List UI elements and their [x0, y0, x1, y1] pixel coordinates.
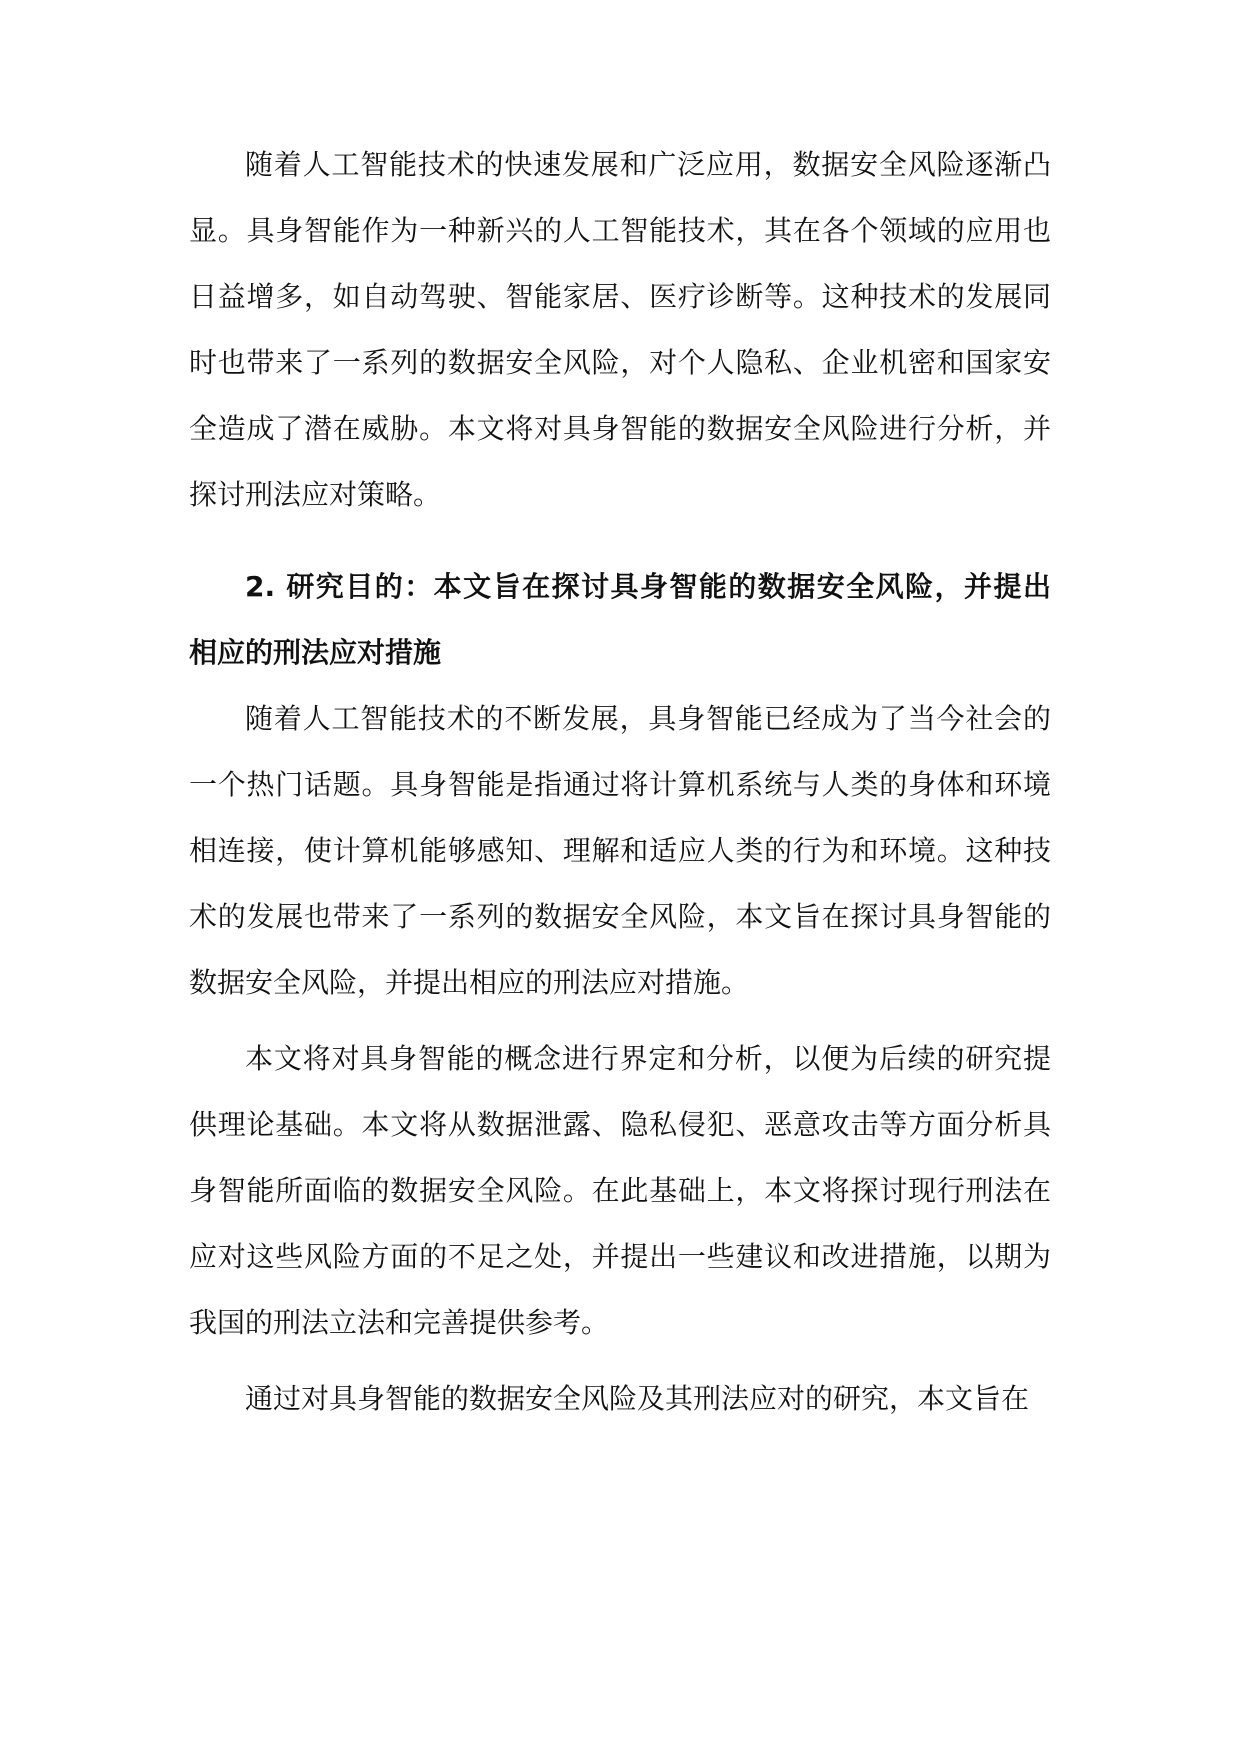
paragraph-3-line-1: 本文将对具身智能的概念进行界定和分析，以便为后续的研究提: [245, 1042, 1051, 1075]
paragraph-1-line-5: 全造成了潜在威胁。本文将对具身智能的数据安全风险进行分析，并: [189, 412, 1051, 445]
section-heading-line-2: 相应的刑法应对措施: [189, 636, 442, 669]
paragraph-3-line-2: 供理论基础。本文将从数据泄露、隐私侵犯、恶意攻击等方面分析具: [189, 1108, 1051, 1141]
paragraph-1-line-6: 探讨刑法应对策略。: [189, 478, 442, 511]
paragraph-3-line-4: 应对这些风险方面的不足之处，并提出一些建议和改进措施，以期为: [189, 1240, 1051, 1273]
paragraph-1-line-1: 随着人工智能技术的快速发展和广泛应用，数据安全风险逐渐凸: [245, 148, 1051, 181]
paragraph-2-line-5: 数据安全风险，并提出相应的刑法应对措施。: [189, 966, 750, 999]
paragraph-1-line-2: 显。具身智能作为一种新兴的人工智能技术，其在各个领域的应用也: [189, 214, 1051, 247]
paragraph-1-line-4: 时也带来了一系列的数据安全风险，对个人隐私、企业机密和国家安: [189, 346, 1051, 379]
paragraph-2-line-2: 一个热门话题。具身智能是指通过将计算机系统与人类的身体和环境: [189, 768, 1051, 801]
paragraph-4-line-1: 通过对具身智能的数据安全风险及其刑法应对的研究，本文旨在: [245, 1382, 1030, 1415]
paragraph-2-line-4: 术的发展也带来了一系列的数据安全风险，本文旨在探讨具身智能的: [189, 900, 1051, 933]
paragraph-2-line-1: 随着人工智能技术的不断发展，具身智能已经成为了当今社会的: [245, 702, 1051, 735]
paragraph-1-line-3: 日益增多，如自动驾驶、智能家居、医疗诊断等。这种技术的发展同: [189, 280, 1051, 313]
paragraph-3-line-5: 我国的刑法立法和完善提供参考。: [189, 1306, 610, 1339]
paragraph-2-line-3: 相连接，使计算机能够感知、理解和适应人类的行为和环境。这种技: [189, 834, 1051, 867]
paragraph-3-line-3: 身智能所面临的数据安全风险。在此基础上，本文将探讨现行刑法在: [189, 1174, 1051, 1207]
section-heading-line-1: 2. 研究目的：本文旨在探讨具身智能的数据安全风险，并提出: [245, 570, 1051, 603]
